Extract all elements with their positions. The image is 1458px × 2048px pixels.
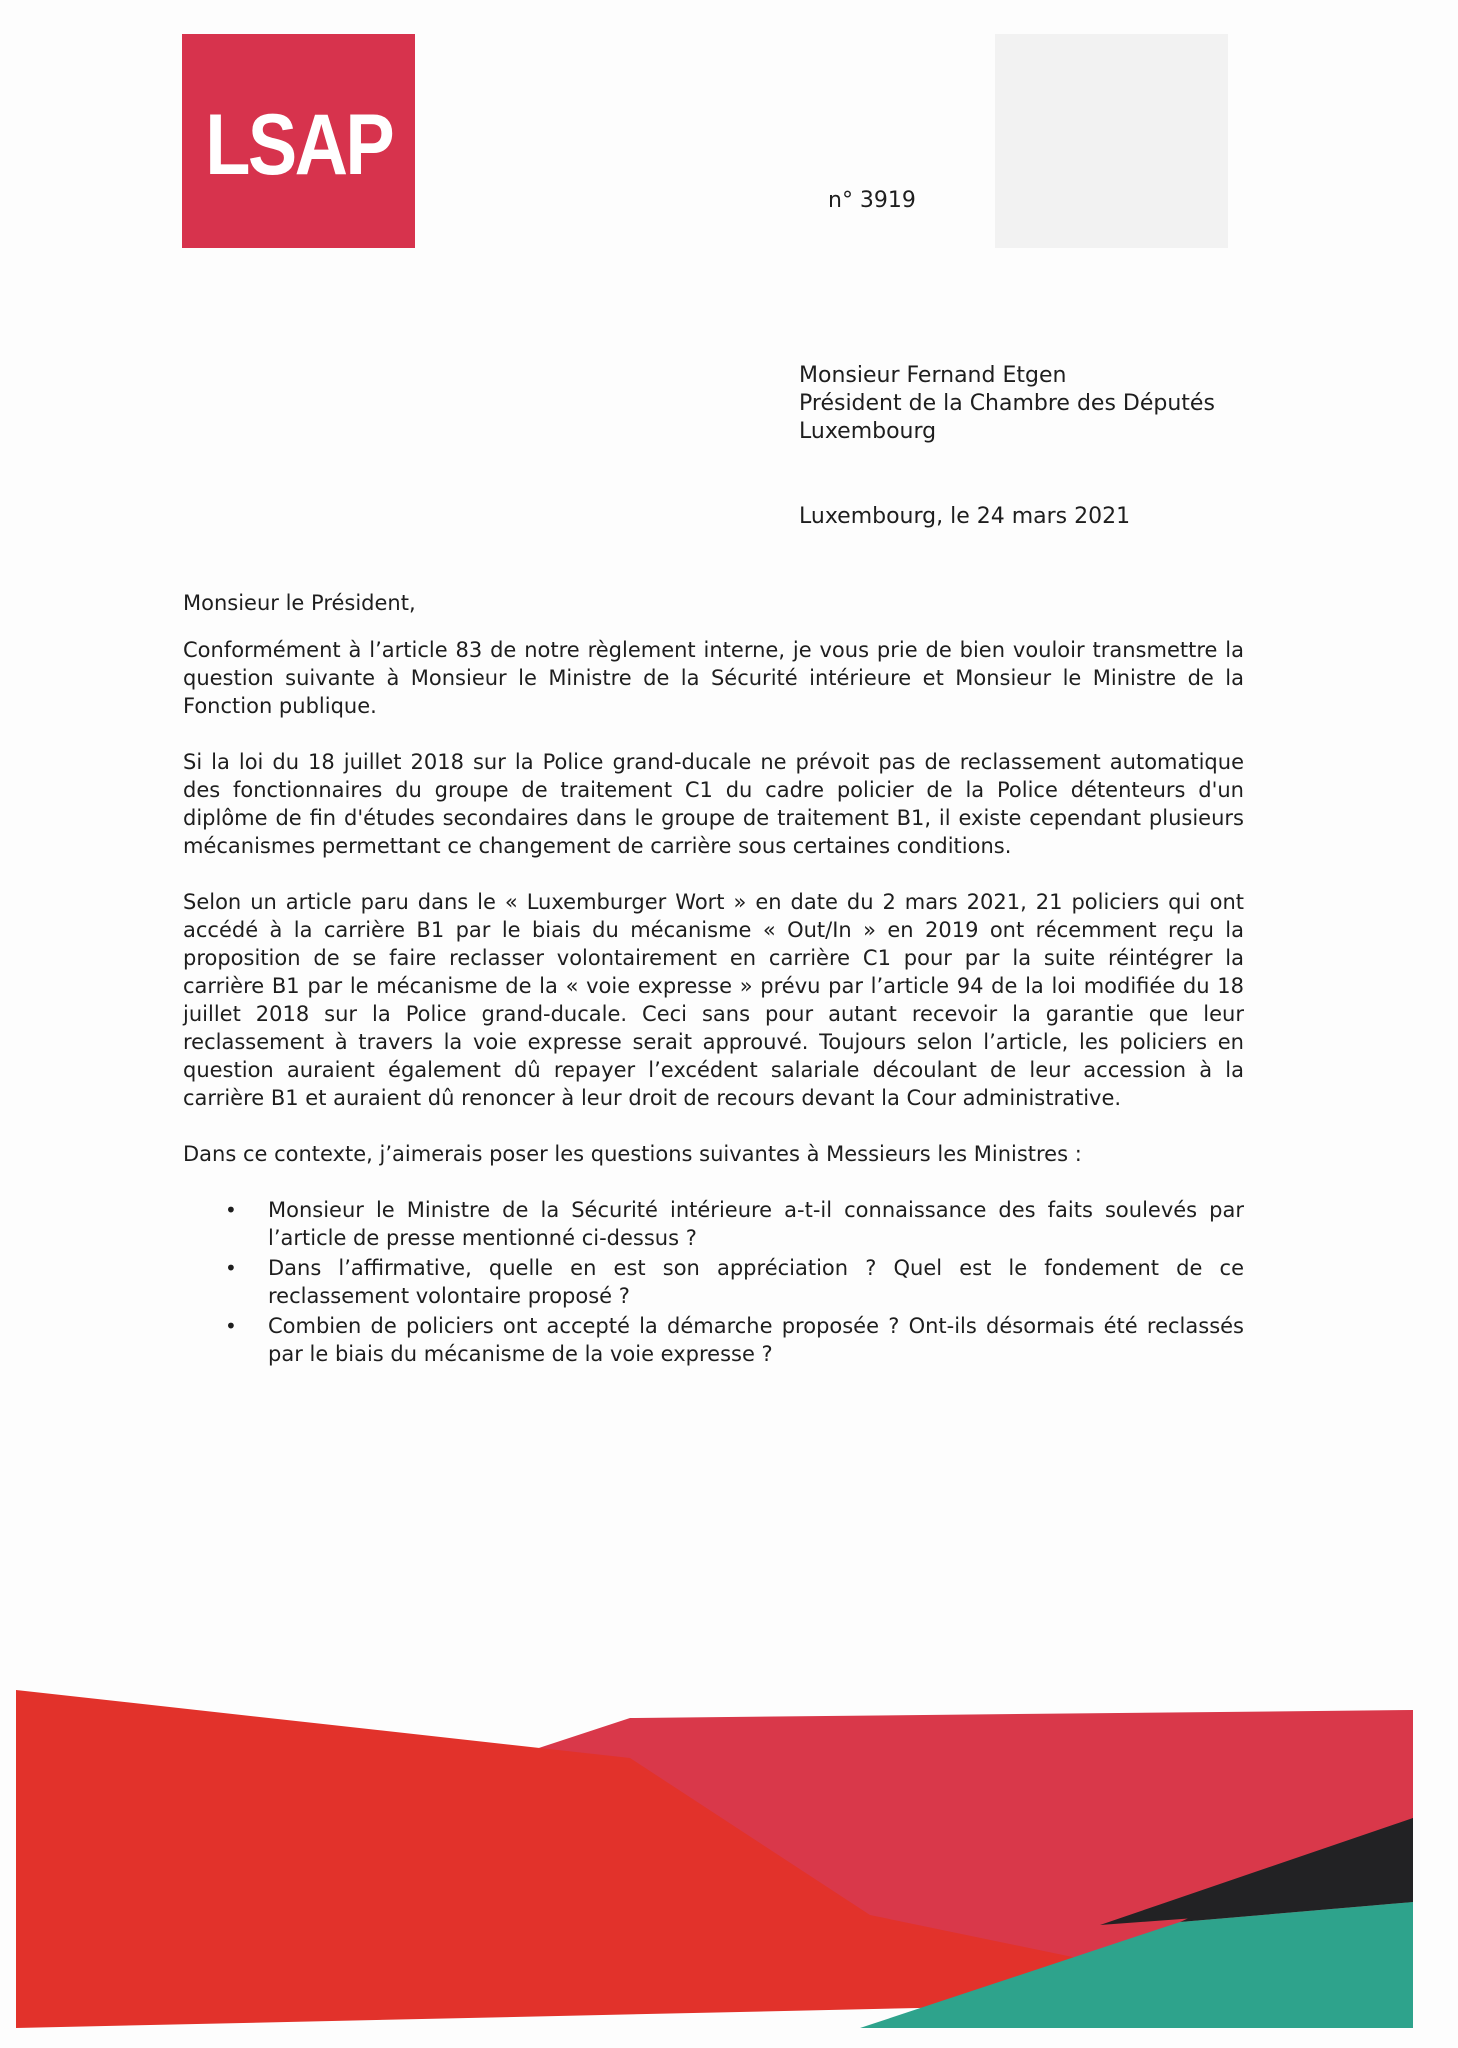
paragraph: Conformément à l’article 83 de notre règlement interne, je vous prie de bien vouloir transmettre la question suivante à Monsieur le Ministre de la Sécurité intérieure et Monsieur le Ministre de la Fonction publique. <box>183 638 1244 718</box>
salutation: Monsieur le Président, <box>183 591 416 615</box>
lsap-logo <box>182 34 415 248</box>
letter-body <box>183 589 1244 1370</box>
question-item: • Dans l’affirmative, quelle en est son appréciation ? Quel est le fondement de ce reclassement volontaire proposé ? <box>268 1254 1244 1310</box>
question-item: • Monsieur le Ministre de la Sécurité intérieure a-t-il connaissance des faits soulevés par l’article de presse mentionné ci-dessus ? <box>268 1196 1244 1252</box>
recipient-name: Monsieur Fernand Etgen <box>799 363 1067 388</box>
footer-banner <box>0 1680 1458 2048</box>
date-line: Luxembourg, le 24 mars 2021 <box>799 504 1131 529</box>
recipient-title: Président de la Chambre des Députés <box>799 391 1215 416</box>
questions-intro: Dans ce contexte, j’aimerais poser les questions suivantes à Messieurs les Ministres : <box>183 1142 1082 1166</box>
questions-list <box>183 1196 1244 1368</box>
question-item: • Combien de policiers ont accepté la démarche proposée ? Ont-ils désormais été reclassés par le biais du mécanisme de la voie expresse ? <box>268 1312 1244 1368</box>
recipient-address <box>799 362 1215 446</box>
document-number: n° 3919 <box>828 188 916 213</box>
recipient-city: Luxembourg <box>799 419 937 444</box>
lsap-logo-text: LSAP <box>205 96 392 193</box>
paragraph: Si la loi du 18 juillet 2018 sur la Police grand-ducale ne prévoit pas de reclassement automatique des fonctionnaires du groupe de traitement C1 du cadre policier de la Police détenteurs d'un diplôme de fin d'études secondaires dans le groupe de traitement B1, il existe cependant plusieurs mécanismes permettant ce changement de carrière sous certaines conditions. <box>183 750 1244 858</box>
paragraph: Selon un article paru dans le « Luxemburger Wort » en date du 2 mars 2021, 21 policiers qui ont accédé à la carrière B1 par le biais du mécanisme « Out/In » en 2019 ont récemment reçu la proposition de se faire reclasser volontairement en carrière C1 pour par la suite réintégrer la carrière B1 par le mécanisme de la « voie expresse » prévu par l’article 94 de la loi modifiée du 18 juillet 2018 sur la Police grand-ducale. Ceci sans pour autant recevoir la garantie que leur reclassement à travers la voie expresse serait approuvé. Toujours selon l’article, les policiers en question auraient également dû repayer l’excédent salariale découlant de leur accession à la carrière B1 et auraient dû renoncer à leur droit de recours devant la Cour administrative. <box>183 890 1244 1110</box>
bleed-through-logo <box>995 34 1228 248</box>
